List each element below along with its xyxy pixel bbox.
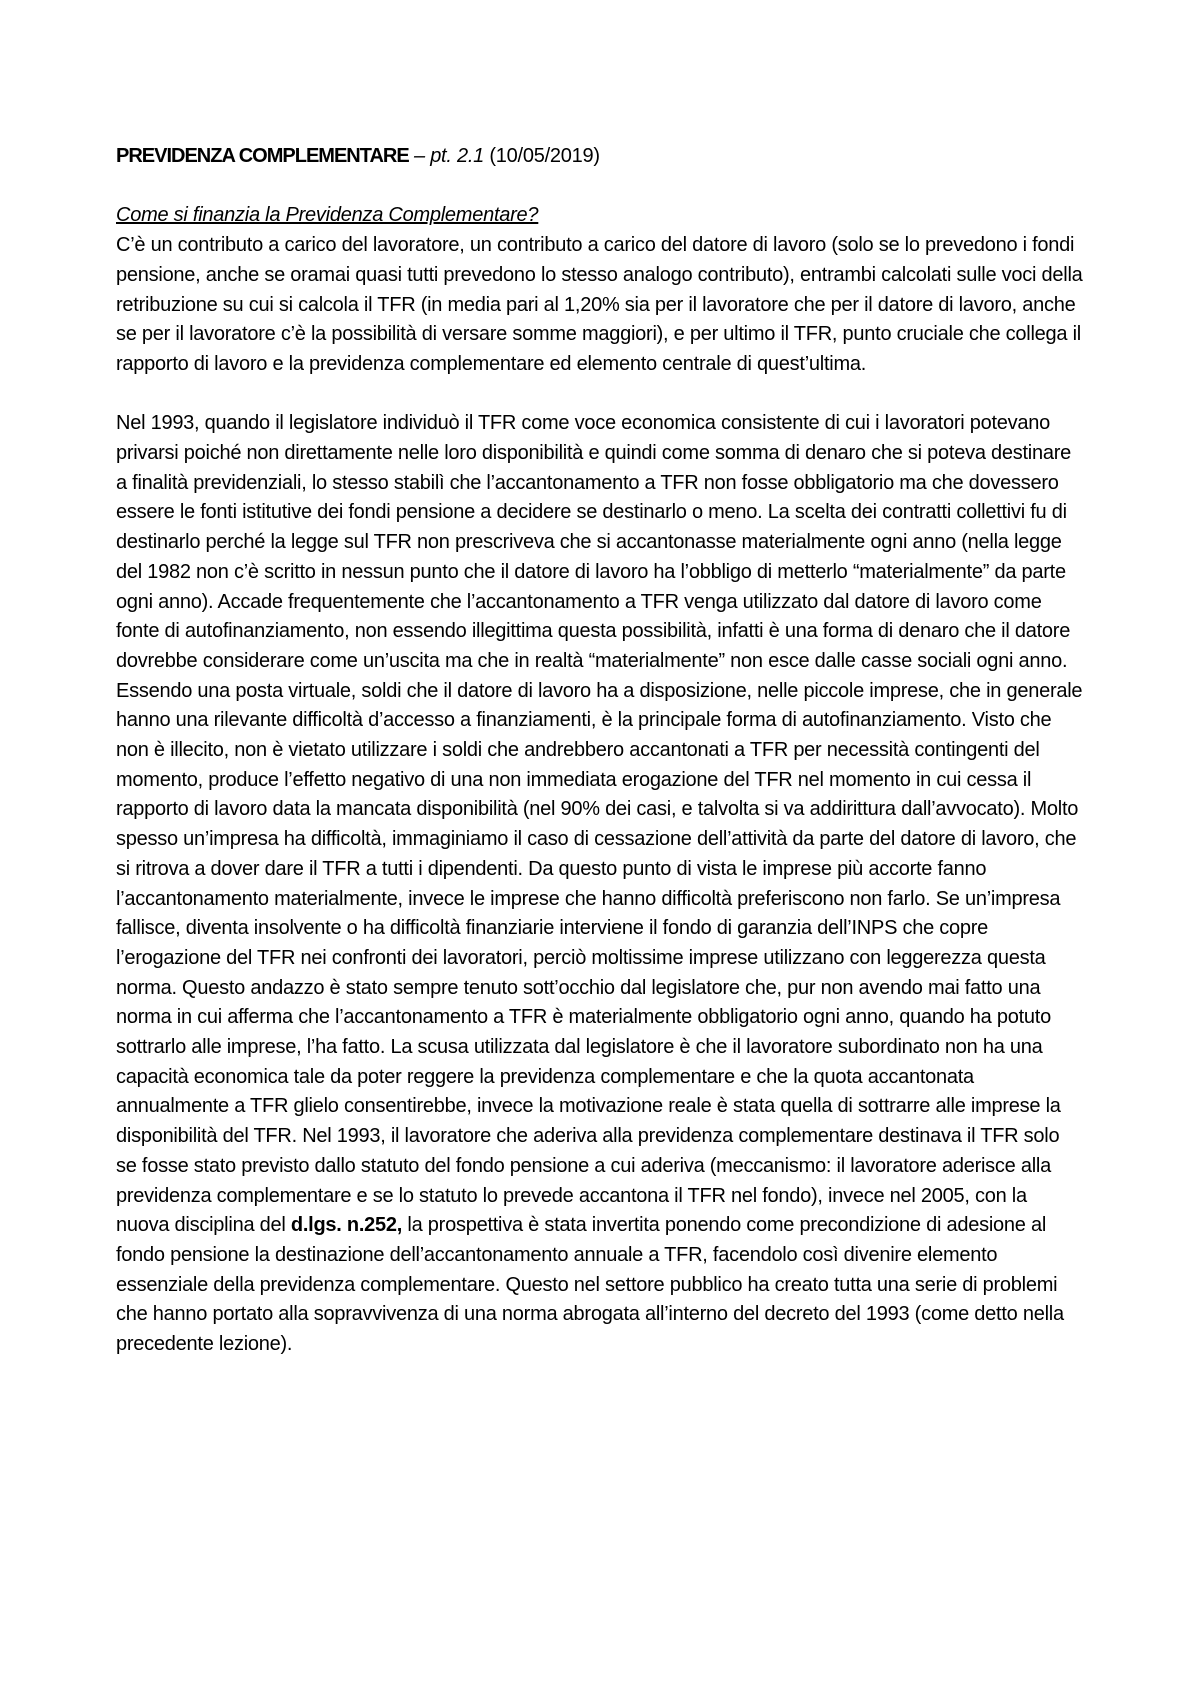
document-title xyxy=(116,142,1084,172)
paragraph-2-text-after: la prospettiva è stata invertita ponendo come precondizione di adesione al fondo pensione la destinazione dell’accantonamento annuale a TFR, facendolo così divenire elemento essenziale della previdenza complementare. Questo nel settore pubblico ha creato tutta una serie di problemi che hanno portato alla sopravvivenza di una norma abrogata all’interno del decreto del 1993 (come detto nella precedente lezione). xyxy=(116,1214,1064,1356)
title-date: (10/05/2019) xyxy=(484,145,600,167)
paragraph-1: C’è un contributo a carico del lavoratore, un contributo a carico del datore di lavoro (solo se lo prevedono i fondi pensione, anche se oramai quasi tutti prevedono lo stesso analogo contributo), entrambi calcolati sulle voci della retribuzione su cui si calcola il TFR (in media pari al 1,20% sia per il lavoratore che per il datore di lavoro, anche se per il lavoratore c’è la possibilità di versare somme maggiori), e per ultimo il TFR, punto cruciale che collega il rapporto di lavoro e la previdenza complementare ed elemento centrale di quest’ultima. xyxy=(116,234,1083,375)
section-question: Come si finanzia la Previdenza Complementare? xyxy=(116,204,539,227)
title-part: pt. 2.1 xyxy=(430,145,485,167)
blank-line xyxy=(116,172,1084,202)
document-page xyxy=(116,142,1084,1360)
title-dash: – xyxy=(408,145,431,167)
paragraph-2-text-before: Nel 1993, quando il legislatore individuò il TFR come voce economica consistente di cui i lavoratori potevano privarsi poiché non direttamente nelle loro disponibilità e quindi come somma di denaro che si poteva destinare a finalità previdenziali, lo stesso stabilì che l’accantonamento a TFR non fosse obbligatorio ma che dovessero essere le fonti istitutive dei fondi pensione a decidere se destinarlo o meno. La scelta dei contratti collettivi fu di destinarlo perché la legge sul TFR non prescriveva che si accantonasse materialmente ogni anno (nella legge del 1982 non c’è scritto in nessun punto che il datore di lavoro ha l’obbligo di metterlo “materialmente” da parte ogni anno). Accade frequentemente che l’accantonamento a TFR venga utilizzato dal datore di lavoro come fonte di autofinanziamento, non essendo illegittima questa possibilità, infatti è una forma di denaro che il datore dovrebbe considerare come un’uscita ma che in realtà “materialmente” non esce dalle casse sociali ogni anno. Essendo una posta virtuale, soldi che il datore di lavoro ha a disposizione, nelle piccole imprese, che in generale hanno una rilevante difficoltà d’accesso a finanziamenti, è la principale forma di autofinanziamento. Visto che non è illecito, non è vietato utilizzare i soldi che andrebbero accantonati a TFR per necessità contingenti del momento, produce l’effetto negativo di una non immediata erogazione del TFR nel momento in cui cessa il rapporto di lavoro data la mancata disponibilità (nel 90% dei casi, e talvolta si va addirittura dall’avvocato). Molto spesso un’impresa ha difficoltà, immaginiamo il caso di cessazione dell’attività da parte del datore di lavoro, che si ritrova a dover dare il TFR a tutti i dipendenti. Da questo punto di vista le imprese più accorte fanno l’accantonamento materialmente, invece le imprese che hanno difficoltà preferiscono non farlo. Se un’impresa fallisce, diventa insolvente o ha difficoltà finanziarie interviene il fondo di garanzia dell’INPS che copre l’erogazione del TFR nei confronti dei lavoratori, perciò moltissime imprese utilizzano con leggerezza questa norma. Questo andazzo è stato sempre tenuto sott’occhio dal legislatore che, pur non avendo mai fatto una norma in cui afferma che l’accantonamento a TFR è materialmente obbligatorio ogni anno, quando ha potuto sottrarlo alle imprese, l’ha fatto. La scusa utilizzata dal legislatore è che il lavoratore subordinato non ha una capacità economica tale da poter reggere la previdenza complementare e che la quota accantonata annualmente a TFR glielo consentirebbe, invece la motivazione reale è stata quella di sottrarre alle imprese la disponibilità del TFR. Nel 1993, il lavoratore che aderiva alla previdenza complementare destinava il TFR solo se fosse stato previsto dallo statuto del fondo pensione a cui aderiva (meccanismo: il lavoratore aderisce alla previdenza complementare e se lo statuto lo prevede accantona il TFR nel fondo), invece nel 2005, con la nuova disciplina del xyxy=(116,412,1083,1237)
paragraph-2 xyxy=(116,409,1084,1360)
paragraph-2-law-reference: d.lgs. n.252, xyxy=(290,1214,403,1237)
title-main: PREVIDENZA COMPLEMENTARE xyxy=(116,145,409,167)
blank-line xyxy=(116,380,1084,410)
